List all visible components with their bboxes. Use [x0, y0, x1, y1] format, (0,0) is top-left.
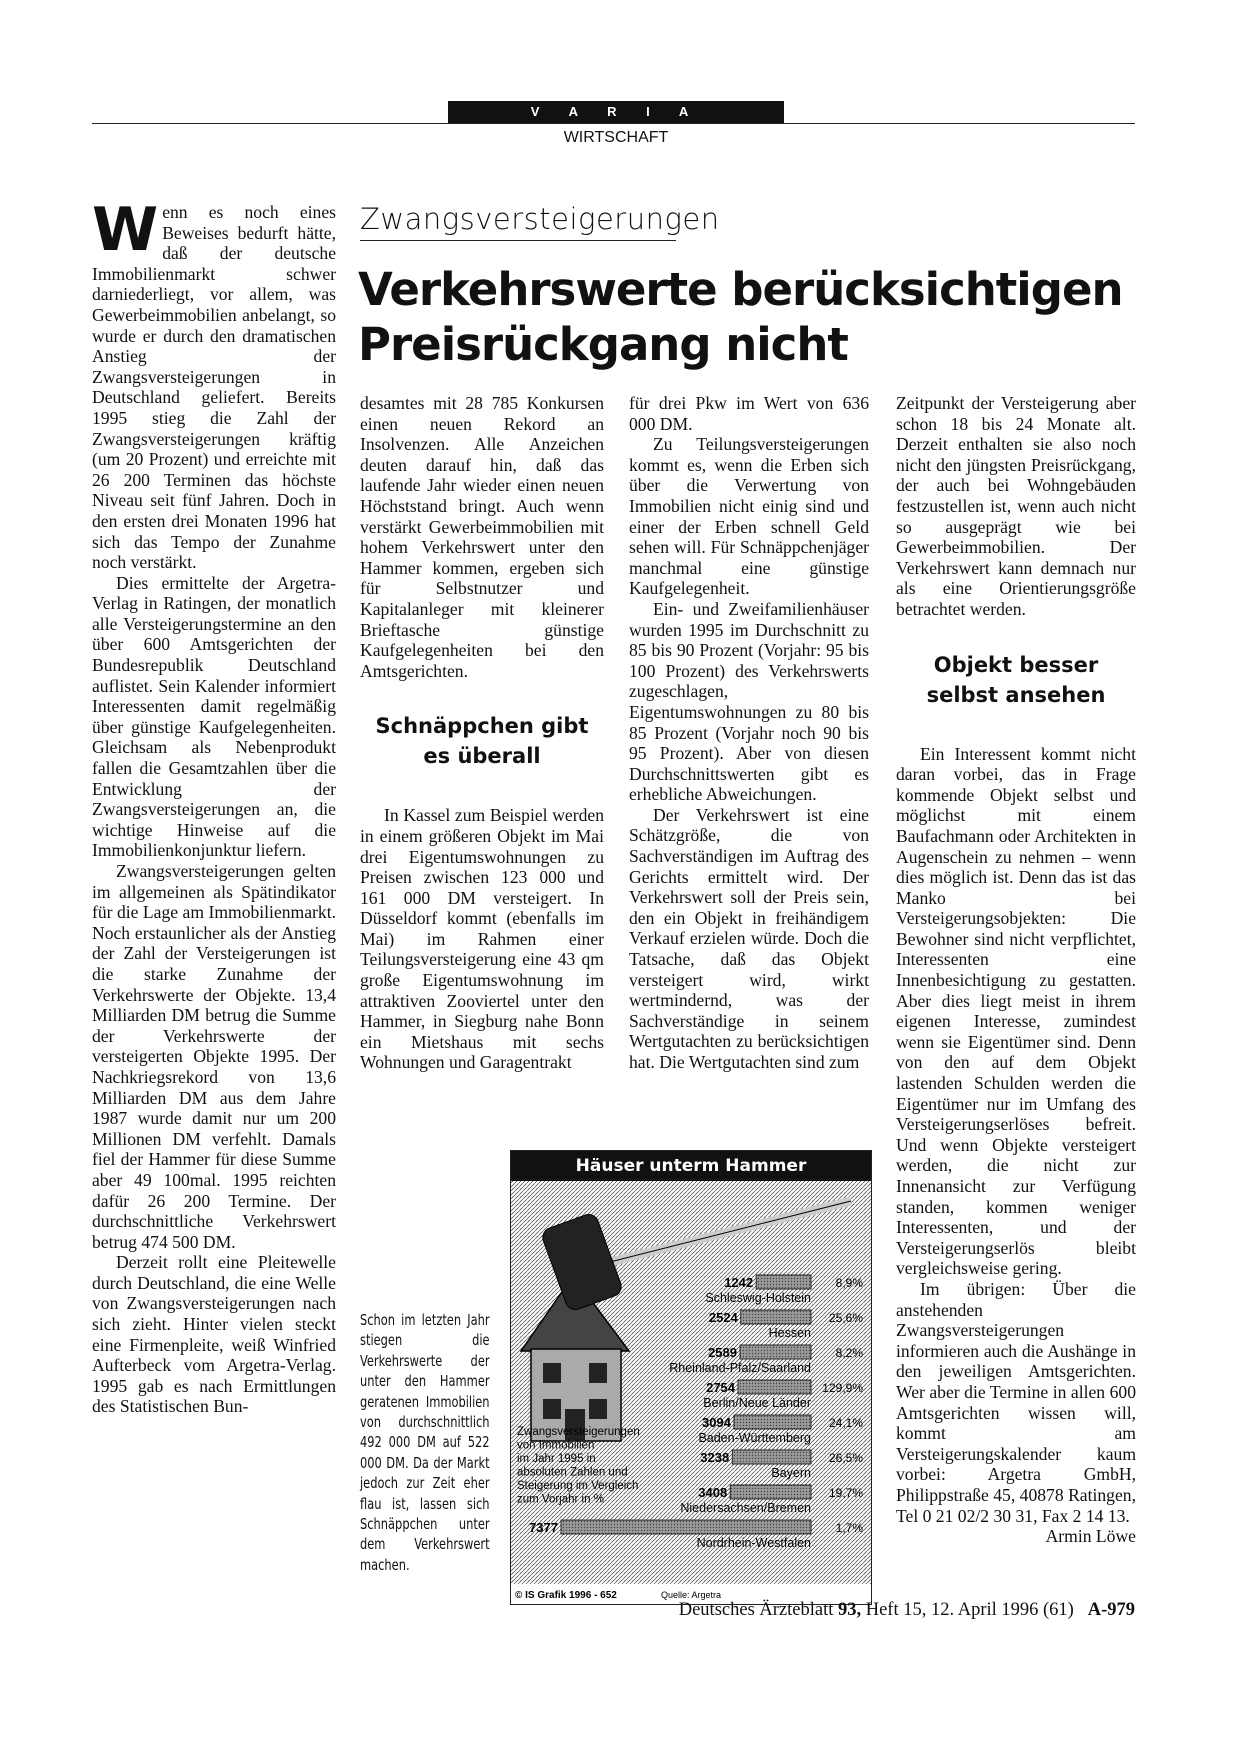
- paragraph: desamtes mit 28 785 Konkursen einen neuen Rekord an Insolvenzen. Alle Anzeichen deuten darauf hin, daß das laufende Jahr wieder einen neuen Höchststand bringt. Auch wenn verstärkt Gewerbeimmobilien mit hohem Verkehrswert unter den Hammer kommen, ergeben sich für Selbstnutzer und Kapitalanleger mit kleinerer Brieftasche günstige Kaufgelegenheiten bei den Amtsgerichten.: [360, 393, 604, 681]
- bar-value-label: 7377: [529, 1520, 558, 1535]
- chart-svg: [511, 1151, 871, 1604]
- chart-source: © IS Grafik 1996 - 652: [515, 1590, 617, 1601]
- bar-change-label: 8,9%: [835, 1276, 863, 1290]
- paragraph: Der Verkehrswert ist eine Schätzgröße, die von Sachverständigen im Auftrag des Gerichts ermittelt wird. Der Verkehrswert soll der Preis sein, den ein Objekt in freihändigem Verkauf erzielen würde. Doch die Tatsache, daß das Objekt versteigert wird, wirkt wertmindernd, was der Sachverständige in seinem Wertgutachten zu berücksichtigen hat. Die Wertgutachten sind zum: [629, 804, 869, 1072]
- bar-change-label: 129,9%: [822, 1381, 863, 1395]
- bar-value-label: 2524: [708, 1310, 738, 1325]
- column-1: [92, 195, 336, 1417]
- bar-category-label: Bayern: [771, 1466, 811, 1480]
- bar-category-label: Niedersachsen/Bremen: [680, 1501, 811, 1515]
- house-window-icon: [543, 1399, 561, 1419]
- chart-legend-line: Steigerung im Vergleich: [517, 1480, 639, 1492]
- bar-change-label: 25,6%: [828, 1311, 863, 1325]
- bar-category-label: Berlin/Neue Länder: [703, 1396, 811, 1410]
- chart-legend-line: im Jahr 1995 in: [517, 1453, 596, 1465]
- paragraph: Dies ermittelte der Argetra-Verlag in Ratingen, der monatlich alle Versteigerungstermine an den über 600 Amtsgerichten der Bundesrepublik Deutschland auflistet. Sein Kalender informiert Interessenten damit regelmäßig über günstige Kaufgelegenheiten. Gleichsam als Nebenprodukt fallen die Gesamtzahlen über die Entwicklung der Zwangsversteigerungen an, die wichtige Hinweise auf die Immobilienkonjunktur liefern.: [92, 572, 336, 861]
- house-window-icon: [589, 1399, 607, 1419]
- chart-title: Häuser unterm Hammer: [511, 1151, 871, 1181]
- bar-change-label: 26,5%: [828, 1451, 863, 1465]
- paragraph: Derzeit rollt eine Pleitewelle durch Deutschland, die eine Welle von Zwangsversteigerungen nach sich zieht. Hinter vielen steckt eine Firmenpleite, weiß Winfried Aufterbeck vom Argetra-Verlag. 1995 gab es nach Ermittlungen des Statistischen Bun-: [92, 1252, 336, 1417]
- paragraph: Zwangsversteigerungen gelten im allgemeinen als Spätindikator für die Lage am Immobilienmarkt. Noch erstaunlicher als der Anstieg der Zahl der Versteigerungen ist die starke Zunahme der Verkehrswerte der Objekte. 13,4 Milliarden DM betrug die Summe der Verkehrswerte der versteigerten Objekte 1995. Der Nachkriegsrekord von 13,6 Milliarden DM aus dem Jahre 1987 wurde damit nur um 200 Millionen DM verfehlt. Damals fiel der Hammer für diese Summe aber 49 100mal. 1995 reichten dafür 26 200 Termine. Der durchschnittliche Verkehrswert betrug 474 500 DM.: [92, 861, 336, 1252]
- bar: [732, 1450, 811, 1464]
- volume: 93,: [837, 1600, 862, 1620]
- issue-info: Heft 15, 12. April 1996 (61): [865, 1600, 1074, 1620]
- bar: [730, 1485, 811, 1499]
- bar: [740, 1345, 811, 1359]
- chart: [510, 1150, 872, 1605]
- paragraph: Ein- und Zweifamilienhäuser wurden 1995 im Durchschnitt zu 85 bis 90 Prozent (Vorjahr: 95 bis 100 Prozent) des Verkehrswerts zugeschlagen, Eigentumswohnungen zu 80 bis 85 Prozent (Vorjahr noch 90 bis 95 Prozent). Aber von diesen Durchschnittswerten gibt es erhebliche Abweichungen.: [629, 598, 869, 805]
- paragraph: Wenn es noch eines Beweises bedurft hätte, daß der deutsche Immobilienmarkt schwer darniederliegt, vor allem, was Gewerbeimmobilien anbelangt, so wurde er durch den dramatischen Anstieg der Zwangsversteigerungen in Deutschland geliefert. Bereits 1995 stieg die Zahl der Zwangsversteigerungen kräftig (um 20 Prozent) und erreichte mit 26 200 Terminen das höchste Niveau seit fünf Jahren. Doch in den ersten drei Monaten 1996 hat sich das Tempo der Zunahme noch verstärkt.: [92, 195, 336, 573]
- bar-value-label: 3408: [698, 1485, 728, 1500]
- bar-value-label: 2589: [708, 1345, 738, 1360]
- header-rule: [92, 123, 1135, 124]
- bar-value-label: 3238: [700, 1450, 730, 1465]
- bar: [734, 1415, 811, 1429]
- subheading: Schnäppchen gibt es überall: [375, 714, 589, 769]
- bar-change-label: 19,7%: [828, 1486, 863, 1500]
- bar: [741, 1310, 811, 1324]
- house-window-icon: [589, 1363, 607, 1383]
- bar-change-label: 8,2%: [835, 1346, 863, 1360]
- author-signature: Armin Löwe: [1045, 1526, 1136, 1547]
- chart-legend-line: zum Vorjahr in %: [517, 1493, 604, 1506]
- subsection-label: WIRTSCHAFT: [563, 129, 669, 146]
- chart-legend-line: Zwangsversteigerungen: [517, 1426, 640, 1438]
- column-2: [360, 393, 604, 1073]
- section-label: V A R I A: [448, 101, 784, 123]
- page-number: A-979: [1087, 1600, 1135, 1620]
- house-window-icon: [543, 1363, 561, 1383]
- column-3: [629, 393, 869, 1073]
- paragraph: Ein Interessent kommt nicht daran vorbei, das in Frage kommende Objekt selbst und möglichst mit einem Baufachmann oder Architekten in Augenschein zu nehmen – wenn dies möglich ist. Denn das ist das Manko bei Versteigerungsobjekten: Die Bewohner sind nicht verpflichtet, Interessenten eine Innenbesichtigung zu gestatten. Aber dies liegt meist in ihrem eigenen Interesse, zumindest wenn sie Eigentümer sind. Denn von den auf dem Objekt lastenden Schulden werden die Eigentümer nur im Umfang des Versteigerungserlöses befreit. Und wenn Objekte versteigert werden, die nicht zur Innenansicht zur Verfügung standen, kommen weniger Interessenten, und der Versteigerungserlös bleibt vergleichsweise gering.: [896, 743, 1136, 1279]
- chart-source-note: Quelle: Argetra: [661, 1590, 722, 1600]
- chart-caption: Schon im letzten Jahr stiegen die Verkehrswerte der unter den Hammer geratenen Immobilien von durchschnittlich 492 000 DM auf 522 000 DM. Da der Markt jedoch zur Zeit eher flau ist, lassen sich Schnäppchen unter dem Verkehrswert machen.: [360, 1311, 490, 1574]
- bar-value-label: 1242: [724, 1275, 754, 1290]
- bar-category-label: Nordrhein-Westfalen: [696, 1536, 811, 1550]
- article-headline: Verkehrswerte berücksichtigen Preisrückgang nicht: [358, 263, 1123, 371]
- subheading: Objekt besser selbst ansehen: [926, 652, 1106, 707]
- bar: [756, 1275, 811, 1289]
- paragraph: In Kassel zum Beispiel werden in einem größeren Objekt im Mai drei Eigentumswohnungen zu Preisen zwischen 123 000 und 161 000 DM versteigert. In Düsseldorf kommt (ebenfalls im Mai) im Rahmen einer Teilungsversteigerung eine 43 qm große Eigentumswohnung im attraktiven Zooviertel unter den Hammer, in Siegburg nahe Bonn ein Mietshaus mit sechs Wohnungen und Garagentrakt: [360, 805, 604, 1073]
- bar-category-label: Baden-Württemberg: [698, 1431, 811, 1445]
- bar: [561, 1520, 811, 1534]
- page-footer: [679, 1600, 1135, 1621]
- bar: [738, 1380, 811, 1394]
- drop-cap: W: [92, 195, 159, 265]
- bar-category-label: Hessen: [768, 1326, 811, 1340]
- bar-change-label: 1,7%: [835, 1521, 863, 1535]
- chart-legend-line: von Immobilien: [517, 1439, 595, 1452]
- paragraph: Im übrigen: Über die anstehenden Zwangsversteigerungen informieren auch die Aushänge in den jeweiligen Amtsgerichten. Wer aber die Termine in allen 600 Amtsgerichten wissen will, kommt am Versteigerungskalender kaum vorbei: Argetra GmbH, Philippstraße 45, 40878 Ratingen, Tel 0 21 02/2 30 31, Fax 2 14 13.: [896, 1278, 1136, 1526]
- bar-value-label: 2754: [706, 1380, 736, 1395]
- paragraph: Zu Teilungsversteigerungen kommt es, wenn die Erben sich über die Verwertung von Immobilien nicht einig sind und einer der Erben schnell Geld sehen will. Für Schnäppchenjäger manchmal eine günstige Kaufgelegenheit.: [629, 434, 869, 599]
- bar-value-label: 3094: [702, 1415, 731, 1430]
- article-kicker: Zwangsversteigerungen: [360, 202, 676, 241]
- bar-category-label: Schleswig-Holstein: [705, 1291, 811, 1305]
- bar-category-label: Rheinland-Pfalz/Saarland: [669, 1361, 811, 1375]
- column-4: [896, 393, 1136, 1547]
- bar-change-label: 24,1%: [828, 1416, 863, 1430]
- chart-legend-line: absoluten Zahlen und: [517, 1466, 628, 1479]
- paragraph: für drei Pkw im Wert von 636 000 DM.: [629, 393, 869, 434]
- journal-name: Deutsches Ärzteblatt: [678, 1600, 834, 1620]
- paragraph: Zeitpunkt der Versteigerung aber schon 18 bis 24 Monate alt. Derzeit enthalten sie also noch nicht den jüngsten Preisrückgang, der auch bei Wohngebäuden festzustellen ist, wenn auch nicht so ausgeprägt wie bei Gewerbeimmobilien. Der Verkehrswert kann demnach nur als eine Orientierungsgröße betrachtet werden.: [896, 393, 1136, 619]
